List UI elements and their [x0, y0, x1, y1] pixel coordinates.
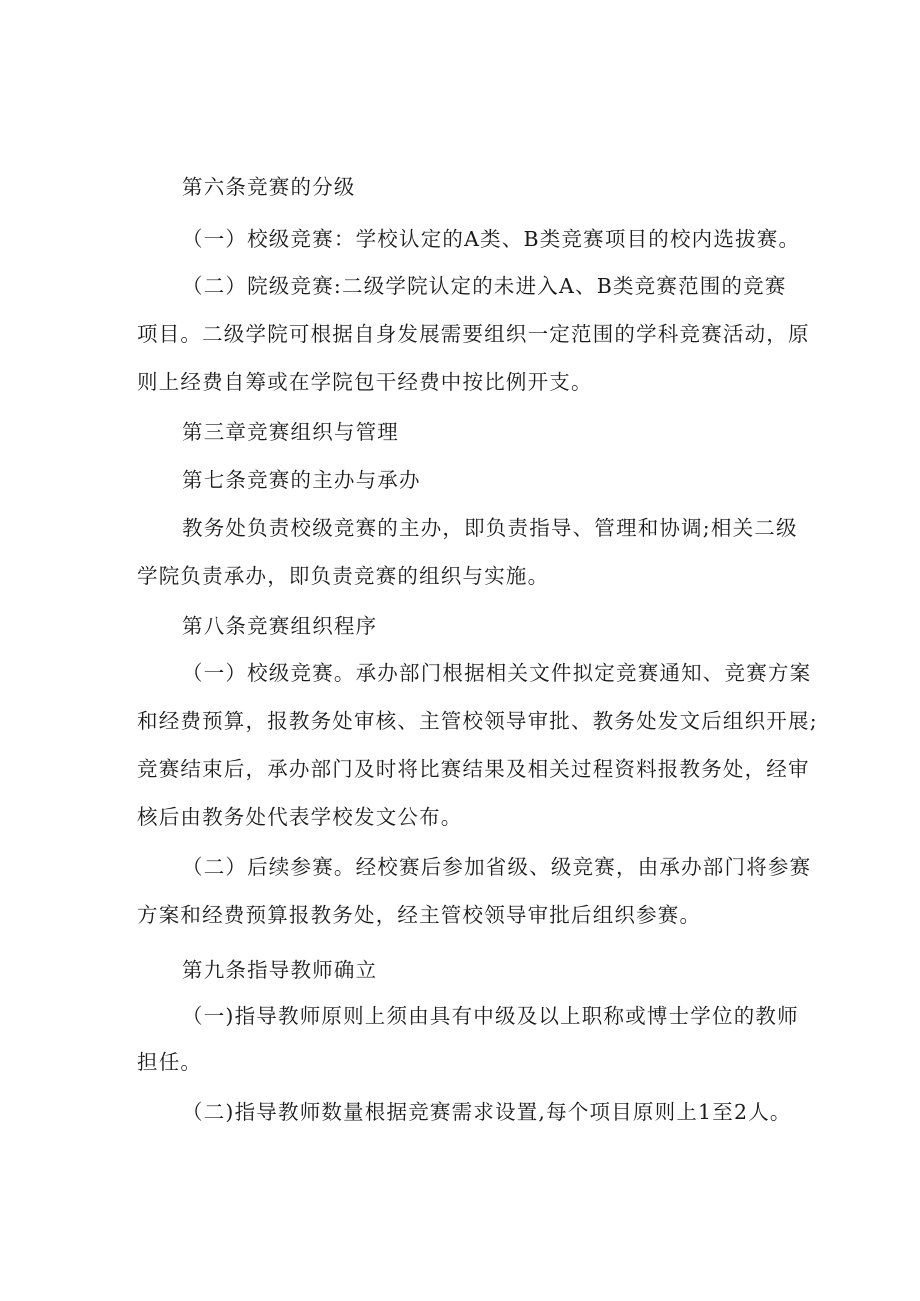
article-7-heading: 第七条竞赛的主办与承办	[182, 468, 421, 492]
article-6-item-2-line-1: （二）院级竞赛:二级学院认定的未进入A、B类竞赛范围的竞赛	[182, 274, 787, 298]
article-8-item-2-line-1: （二）后续参赛。经校赛后参加省级、级竞赛，由承办部门将参赛	[182, 855, 812, 879]
article-9-item-1-line-1: （一)指导教师原则上须由具有中级及以上职称或博士学位的教师	[182, 1004, 799, 1028]
article-8-item-1-line-1: （一）校级竞赛。承办部门根据相关文件拟定竞赛通知、竞赛方案	[182, 661, 812, 685]
article-6-item-2-line-2: 项目。二级学院可根据自身发展需要组织一定范围的学科竞赛活动，原	[137, 322, 810, 346]
article-9-heading: 第九条指导教师确立	[182, 958, 378, 982]
chapter-3-heading: 第三章竞赛组织与管理	[182, 420, 399, 444]
article-6-item-1: （一）校级竞赛：学校认定的A类、B类竞赛项目的校内选拔赛。	[182, 227, 801, 251]
article-7-body-line-2: 学院负责承办，即负责竞赛的组织与实施。	[137, 564, 550, 588]
article-7-body-line-1: 教务处负责校级竞赛的主办，即负责指导、管理和协调;相关二级	[182, 516, 798, 540]
article-9-item-2: （二)指导教师数量根据竞赛需求设置,每个项目原则上1至2人。	[182, 1100, 792, 1124]
article-8-item-1-line-4: 核后由教务处代表学校发文公布。	[137, 805, 463, 829]
article-9-item-1-line-2: 担任。	[137, 1050, 203, 1074]
article-6-item-2-line-3: 则上经费自筹或在学院包干经费中按比例开支。	[137, 370, 593, 394]
article-8-item-1-line-2: 和经费预算，报教务处审核、主管校领导审批、教务处发文后组织开展;	[137, 709, 818, 733]
article-8-heading: 第八条竞赛组织程序	[182, 614, 378, 638]
article-6-heading: 第六条竞赛的分级	[182, 175, 356, 199]
article-8-item-2-line-2: 方案和经费预算报教务处，经主管校领导审批后组织参赛。	[137, 903, 702, 927]
article-8-item-1-line-3: 竞赛结束后，承办部门及时将比赛结果及相关过程资料报教务处，经审	[137, 757, 810, 781]
